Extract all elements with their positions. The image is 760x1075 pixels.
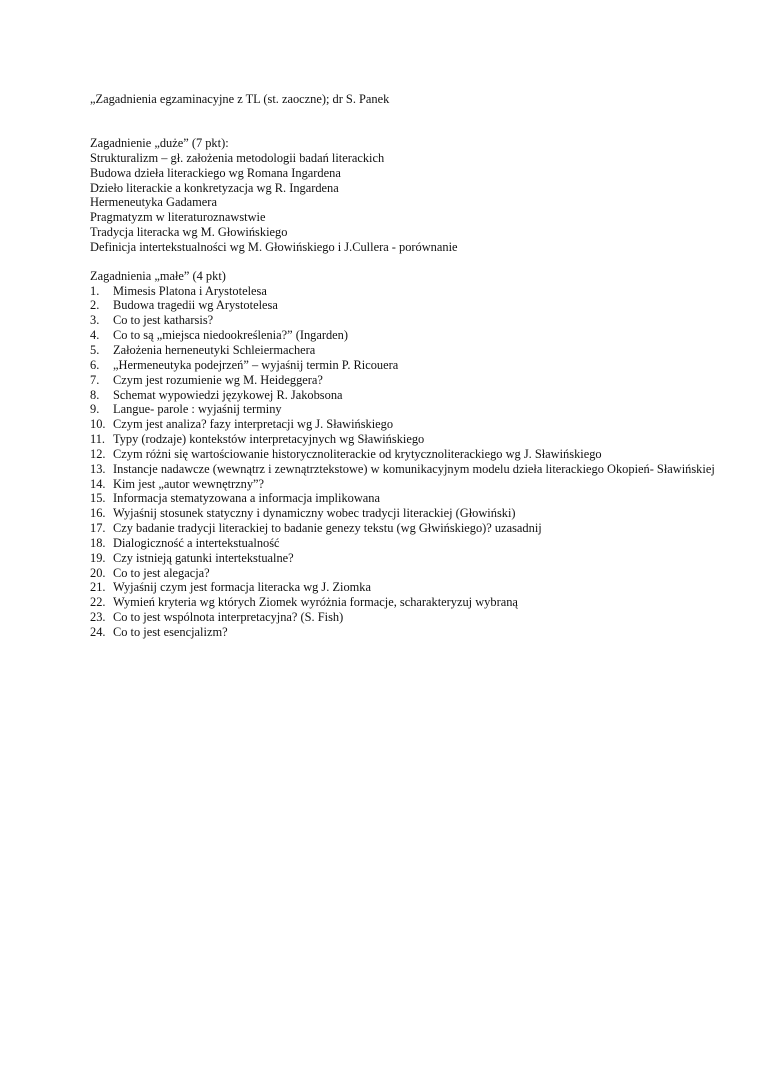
list-item <box>90 284 730 299</box>
item-text: Co to są „miejsca niedookreślenia?” (Ingarden) <box>113 328 348 343</box>
list-item <box>90 566 730 581</box>
item-text: Typy (rodzaje) kontekstów interpretacyjnych wg Sławińskiego <box>113 432 425 447</box>
item-text: Co to jest esencjalizm? <box>113 625 228 639</box>
big-topic: Hermeneutyka Gadamera <box>90 195 217 210</box>
item-number: 19. <box>90 550 106 565</box>
item-text: Wyjaśnij stosunek statyczny i dynamiczny wobec tradycji literackiej (Głowiński) <box>113 506 516 521</box>
list-item <box>90 477 730 492</box>
item-number: 7. <box>90 372 100 387</box>
list-item <box>90 432 730 447</box>
item-number: 13. <box>90 461 106 476</box>
item-text: Informacja stematyzowana a informacja implikowana <box>113 491 380 506</box>
document-title: „Zagadnienia egzaminacyjne z TL (st. zaoczne); dr S. Panek <box>90 92 390 106</box>
item-text: Czym jest rozumienie wg M. Heideggera? <box>113 372 323 387</box>
item-number: 1. <box>90 283 100 298</box>
list-item <box>90 610 730 625</box>
list-item <box>90 551 730 566</box>
item-number: 10. <box>90 417 106 432</box>
big-topic: Budowa dzieła literackiego wg Romana Ingardena <box>90 165 341 180</box>
item-number: 16. <box>90 506 106 521</box>
list-item <box>90 491 730 506</box>
item-number: 21. <box>90 580 106 595</box>
item-text: Czy istnieją gatunki intertekstualne? <box>113 550 294 565</box>
item-number: 18. <box>90 535 106 550</box>
item-text: Czy badanie tradycji literackiej to badanie genezy tekstu (wg Głwińskiego)? uzasadnij <box>113 521 542 536</box>
list-item <box>90 580 730 595</box>
big-section-heading: Zagadnienie „duże” (7 pkt): <box>90 136 229 150</box>
big-topic: Dzieło literackie a konkretyzacja wg R. Ingardena <box>90 180 339 195</box>
item-text: Co to jest alegacja? <box>113 565 210 580</box>
item-text: Mimesis Platona i Arystotelesa <box>113 283 267 298</box>
small-section-heading: Zagadnienia „małe” (4 pkt) <box>90 268 226 283</box>
list-item <box>90 447 730 462</box>
list-item <box>90 506 730 521</box>
list-item <box>90 625 730 640</box>
item-text: Co to jest wspólnota interpretacyjna? (S. Fish) <box>113 610 344 625</box>
item-text: Dialogiczność a intertekstualność <box>113 535 280 550</box>
item-number: 3. <box>90 313 100 328</box>
small-section-list <box>90 284 730 640</box>
item-text: Czym jest analiza? fazy interpretacji wg J. Sławińskiego <box>113 417 394 432</box>
big-topic: Tradycja literacka wg M. Głowińskiego <box>90 225 288 240</box>
big-topic: Pragmatyzm w literaturoznawstwie <box>90 210 266 225</box>
item-text: Langue- parole : wyjaśnij terminy <box>113 402 282 417</box>
item-number: 8. <box>90 387 100 402</box>
item-number: 20. <box>90 565 106 580</box>
list-item <box>90 462 730 477</box>
item-number: 14. <box>90 476 106 491</box>
list-item <box>90 595 730 610</box>
item-text: Co to jest katharsis? <box>113 313 214 328</box>
list-item <box>90 417 730 432</box>
blank-line <box>90 107 730 136</box>
list-item <box>90 373 730 388</box>
blank-line <box>90 255 730 269</box>
item-text: Czym różni się wartościowanie historycznoliterackie od krytycznoliterackiego wg J. Sławińskiego <box>113 446 602 461</box>
item-number: 12. <box>90 446 106 461</box>
list-item <box>90 298 730 313</box>
item-text: „Hermeneutyka podejrzeń” – wyjaśnij termin P. Ricouera <box>113 357 399 372</box>
list-item <box>90 536 730 551</box>
item-number: 23. <box>90 610 106 625</box>
document-page <box>90 92 730 640</box>
item-text: Budowa tragedii wg Arystotelesa <box>113 298 278 313</box>
list-item <box>90 521 730 536</box>
item-number: 15. <box>90 491 106 506</box>
big-topic: Strukturalizm – gł. założenia metodologii badań literackich <box>90 150 385 165</box>
item-number: 17. <box>90 521 106 536</box>
item-number: 4. <box>90 328 100 343</box>
item-text: Wyjaśnij czym jest formacja literacka wg J. Ziomka <box>113 580 371 595</box>
list-item <box>90 328 730 343</box>
big-topic: Definicja intertekstualności wg M. Głowińskiego i J.Cullera - porównanie <box>90 239 458 254</box>
list-item <box>90 313 730 328</box>
list-item <box>90 343 730 358</box>
item-number: 22. <box>90 595 106 610</box>
item-number: 6. <box>90 357 100 372</box>
item-text: Wymień kryteria wg których Ziomek wyróżnia formacje, scharakteryzuj wybraną <box>113 595 518 610</box>
list-item <box>90 388 730 403</box>
list-item <box>90 358 730 373</box>
item-number: 5. <box>90 342 100 357</box>
item-number: 24. <box>90 625 106 639</box>
item-number: 11. <box>90 432 106 447</box>
item-text: Kim jest „autor wewnętrzny”? <box>113 476 265 491</box>
item-number: 9. <box>90 402 100 417</box>
item-text: Założenia herneneutyki Schleiermachera <box>113 342 316 357</box>
item-text: Instancje nadawcze (wewnątrz i zewnątrztekstowe) w komunikacyjnym modelu dzieła literackiego Okopień- Sławińskiej <box>113 461 715 476</box>
item-number: 2. <box>90 298 100 313</box>
big-section-list <box>90 151 730 255</box>
item-text: Schemat wypowiedzi językowej R. Jakobsona <box>113 387 343 402</box>
list-item <box>90 402 730 417</box>
